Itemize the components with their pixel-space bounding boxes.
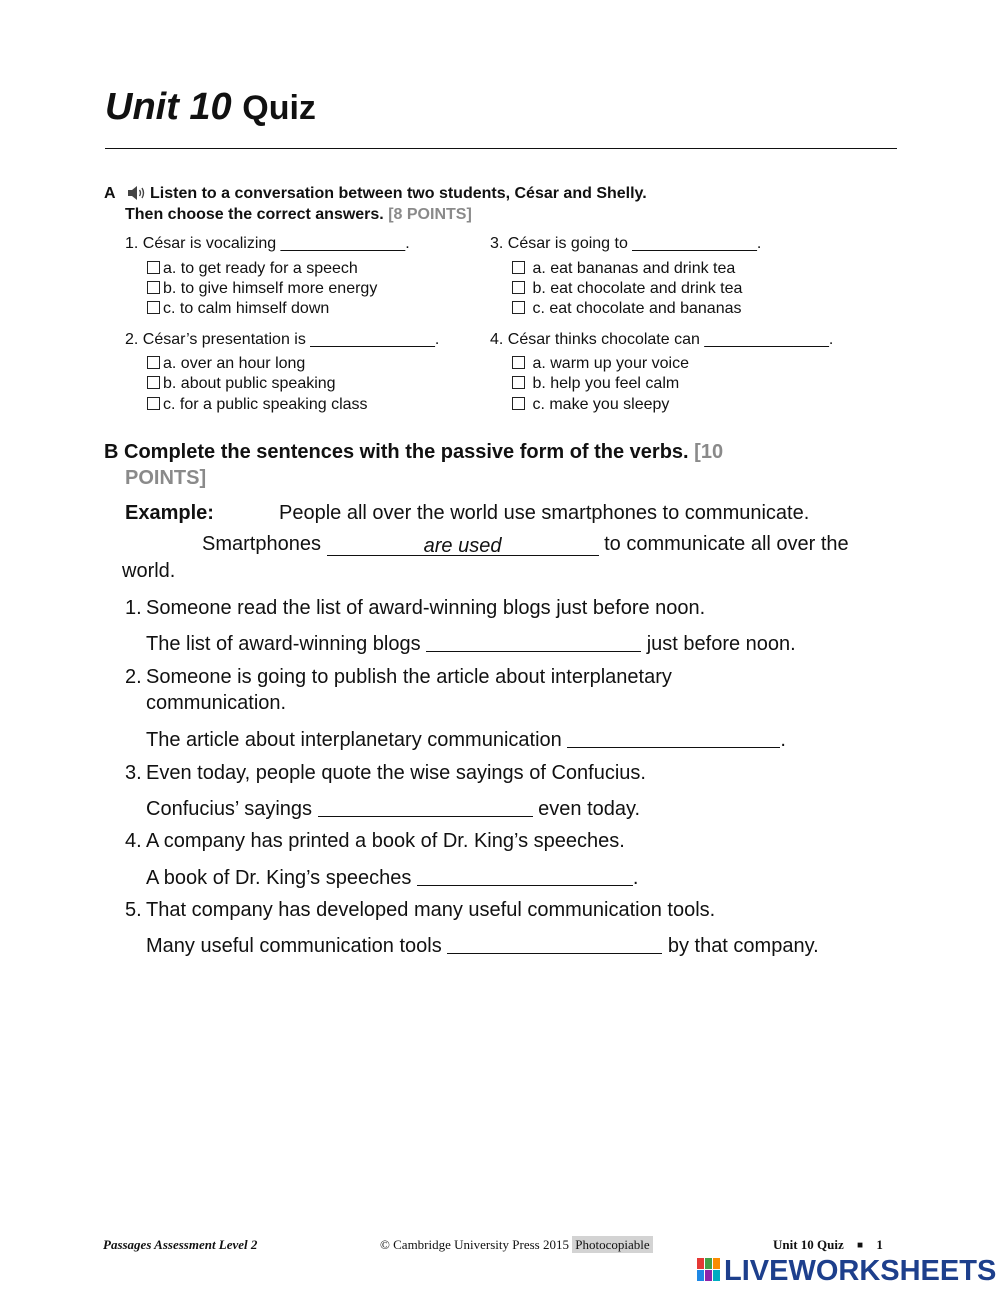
question-4-stem: 4. César thinks chocolate can ______________. <box>490 331 834 348</box>
footer-separator: ■ <box>857 1240 864 1251</box>
item-5-number: 5. <box>125 899 142 921</box>
item-1-rewrite <box>146 631 796 656</box>
option-label: c. to calm himself down <box>163 300 330 317</box>
footer-left: Passages Assessment Level 2 <box>103 1237 258 1252</box>
example-answer: are used <box>327 535 599 556</box>
section-b-points-1: [10 <box>694 441 724 463</box>
checkbox[interactable] <box>512 356 525 369</box>
checkbox[interactable] <box>512 397 525 410</box>
section-a-label: A <box>104 185 116 202</box>
question-2-option-a[interactable] <box>147 355 305 373</box>
option-label: c. for a public speaking class <box>163 396 368 413</box>
item-2-rewrite-start: The article about interplanetary communication <box>146 729 562 751</box>
item-1-rewrite-start: The list of award-winning blogs <box>146 633 421 655</box>
question-1-stem: 1. César is vocalizing ______________. <box>125 235 410 252</box>
item-5-rewrite <box>146 933 819 958</box>
option-label: c. eat chocolate and bananas <box>532 300 742 317</box>
item-3-rewrite-end: even today. <box>538 798 641 820</box>
item-5-rewrite-end: by that company. <box>667 935 819 957</box>
title-divider <box>105 148 897 149</box>
section-b-points-2: POINTS] <box>125 467 207 489</box>
item-3-rewrite <box>146 796 640 821</box>
checkbox[interactable] <box>512 261 525 274</box>
option-label: a. eat bananas and drink tea <box>532 260 736 277</box>
item-3-answer-blank[interactable] <box>318 796 533 817</box>
item-2-rewrite-end: . <box>780 729 786 751</box>
item-4-number: 4. <box>125 830 142 852</box>
option-label: b. eat chocolate and drink tea <box>532 280 743 297</box>
example-sentence: People all over the world use smartphones to communicate. <box>279 502 810 524</box>
example-rewrite-end: to communicate all over the <box>604 533 849 555</box>
example-rewrite-wrap: world. <box>122 560 176 582</box>
question-2-option-b[interactable] <box>147 375 336 393</box>
section-b-label: B <box>104 441 119 463</box>
example-label: Example: <box>125 502 214 524</box>
item-1-answer-blank[interactable] <box>426 631 641 652</box>
checkbox[interactable] <box>512 376 525 389</box>
item-3-original: Even today, people quote the wise sayings of Confucius. <box>146 762 646 784</box>
item-1-number: 1. <box>125 597 142 619</box>
checkbox[interactable] <box>147 356 160 369</box>
option-label: a. to get ready for a speech <box>163 260 358 277</box>
question-2-option-c[interactable] <box>147 396 368 414</box>
item-2-answer-blank[interactable] <box>567 727 780 748</box>
checkbox[interactable] <box>512 301 525 314</box>
section-b-instruction: Complete the sentences with the passive form of the verbs. <box>124 441 689 463</box>
speaker-icon[interactable] <box>126 184 148 202</box>
item-4-original: A company has printed a book of Dr. King’s speeches. <box>146 830 625 852</box>
question-1-option-a[interactable] <box>147 260 358 278</box>
footer-page-number: 1 <box>876 1237 883 1252</box>
section-b-heading <box>104 439 824 491</box>
question-3-stem: 3. César is going to ______________. <box>490 235 762 252</box>
question-1-option-c[interactable] <box>147 300 329 318</box>
footer-unit: Unit 10 Quiz <box>773 1237 844 1252</box>
option-label: c. make you sleepy <box>532 396 670 413</box>
item-1-rewrite-end: just before noon. <box>646 633 796 655</box>
section-a-instruction-2 <box>125 206 472 224</box>
item-3-number: 3. <box>125 762 142 784</box>
question-4-option-a[interactable] <box>512 355 689 373</box>
question-4-option-b[interactable] <box>512 375 679 393</box>
question-3-option-b[interactable] <box>512 280 742 298</box>
example-rewrite-start: Smartphones <box>202 533 321 555</box>
section-a-instruction-1: Listen to a conversation between two students, César and Shelly. <box>150 185 647 202</box>
question-4-option-c[interactable] <box>512 396 669 414</box>
option-label: b. to give himself more energy <box>163 280 378 297</box>
footer-copyright: © Cambridge University Press 2015 <box>380 1237 569 1252</box>
question-1-option-b[interactable] <box>147 280 377 298</box>
item-5-original: That company has developed many useful communication tools. <box>146 899 716 921</box>
title-unit: Unit 10 <box>105 86 232 128</box>
section-a-points: [8 POINTS] <box>388 206 472 223</box>
example-rewrite <box>202 533 849 556</box>
item-4-rewrite-end: . <box>632 867 639 889</box>
liveworksheets-watermark: LIVEWORKSHEETS <box>724 1255 997 1287</box>
page-title <box>105 86 316 129</box>
item-2-original: Someone is going to publish the article about interplanetary <box>146 666 672 688</box>
checkbox[interactable] <box>147 301 160 314</box>
footer-photocopiable: Photocopiable <box>572 1236 652 1253</box>
item-1-original: Someone read the list of award-winning blogs just before noon. <box>146 597 706 619</box>
item-4-answer-blank[interactable] <box>417 865 633 886</box>
item-4-rewrite-start: A book of Dr. King’s speeches <box>146 867 412 889</box>
footer-center <box>380 1237 653 1253</box>
item-5-rewrite-start: Many useful communication tools <box>146 935 442 957</box>
item-3-rewrite-start: Confucius’ sayings <box>146 798 313 820</box>
item-4-rewrite <box>146 865 638 890</box>
option-label: a. over an hour long <box>163 355 306 372</box>
title-quiz: Quiz <box>242 89 316 127</box>
item-2-number: 2. <box>125 666 142 688</box>
question-2-stem: 2. César’s presentation is ______________. <box>125 331 440 348</box>
option-label: b. help you feel calm <box>532 375 680 392</box>
checkbox[interactable] <box>512 281 525 294</box>
option-label: a. warm up your voice <box>532 355 689 372</box>
item-2-rewrite <box>146 727 786 752</box>
checkbox[interactable] <box>147 281 160 294</box>
item-2-original-wrap: communication. <box>146 692 287 714</box>
question-3-option-a[interactable] <box>512 260 735 278</box>
item-5-answer-blank[interactable] <box>447 933 662 954</box>
liveworksheets-logo-icon <box>697 1258 721 1282</box>
checkbox[interactable] <box>147 397 160 410</box>
footer-right <box>773 1237 883 1253</box>
checkbox[interactable] <box>147 376 160 389</box>
checkbox[interactable] <box>147 261 160 274</box>
question-3-option-c[interactable] <box>512 300 742 318</box>
section-a-instruction-2-text: Then choose the correct answers. <box>125 206 384 223</box>
option-label: b. about public speaking <box>163 375 336 392</box>
